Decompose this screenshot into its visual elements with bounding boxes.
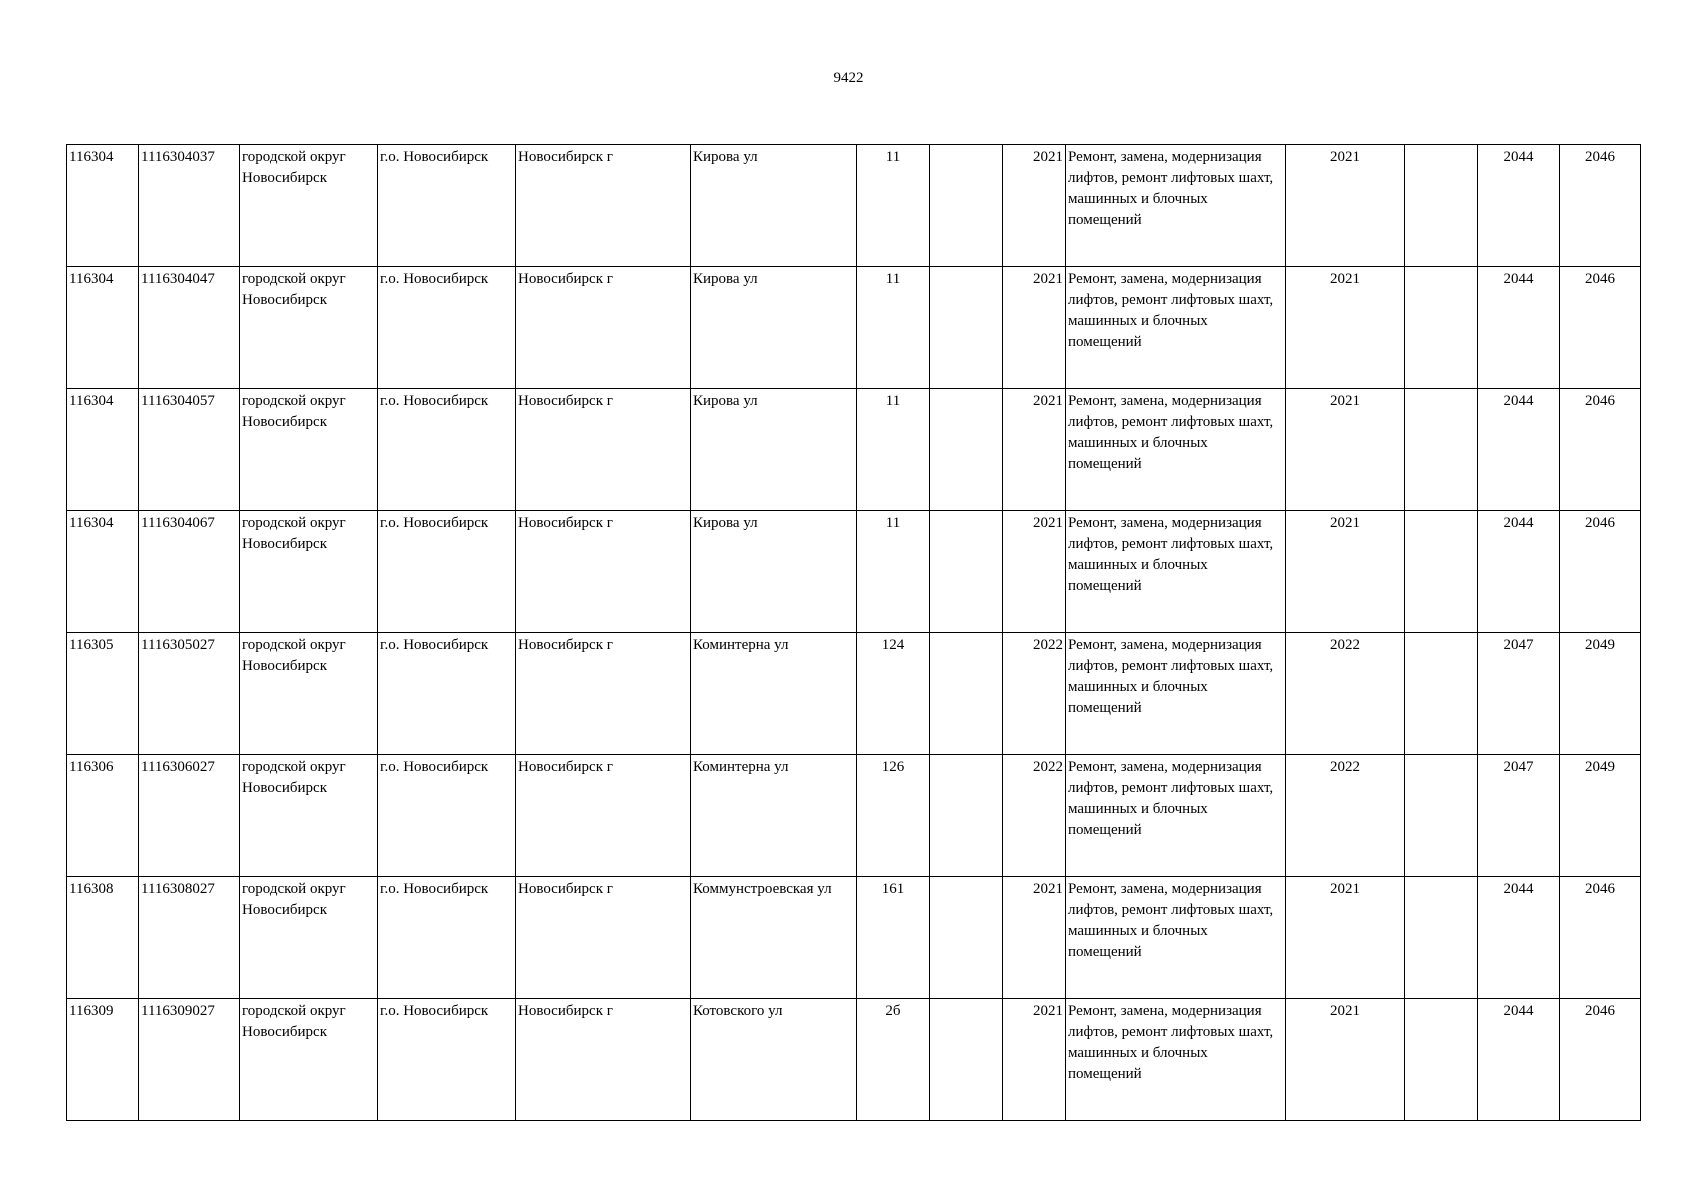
street-cell: Коминтерна ул xyxy=(691,755,857,877)
house-number-cell: 161 xyxy=(857,877,930,999)
work-type-cell: Ремонт, замена, модернизация лифтов, ремонт лифтовых шахт, машинных и блочных помещений xyxy=(1066,389,1286,511)
work-type-cell: Ремонт, замена, модернизация лифтов, ремонт лифтовых шахт, машинных и блочных помещений xyxy=(1066,999,1286,1121)
street-cell: Кирова ул xyxy=(691,389,857,511)
district-cell: г.о. Новосибирск xyxy=(378,877,516,999)
house-id-cell: 1116304057 xyxy=(139,389,240,511)
final-year-cell: 2049 xyxy=(1560,633,1641,755)
city-cell: Новосибирск г xyxy=(516,755,691,877)
district-cell: г.о. Новосибирск xyxy=(378,145,516,267)
city-cell: Новосибирск г xyxy=(516,511,691,633)
city-cell: Новосибирск г xyxy=(516,389,691,511)
house-id-cell: 1116306027 xyxy=(139,755,240,877)
house-number-cell: 11 xyxy=(857,145,930,267)
year-cell: 2021 xyxy=(1003,389,1066,511)
next-year-cell: 2047 xyxy=(1478,755,1560,877)
next-year-cell: 2044 xyxy=(1478,145,1560,267)
object-code-cell: 116304 xyxy=(67,145,139,267)
object-code-cell: 116304 xyxy=(67,389,139,511)
work-type-cell: Ремонт, замена, модернизация лифтов, ремонт лифтовых шахт, машинных и блочных помещений xyxy=(1066,511,1286,633)
table-row xyxy=(67,877,1641,999)
street-cell: Коминтерна ул xyxy=(691,633,857,755)
registry-table xyxy=(66,144,1641,1121)
table-row xyxy=(67,755,1641,877)
house-id-cell: 1116305027 xyxy=(139,633,240,755)
object-code-cell: 116304 xyxy=(67,511,139,633)
municipality-cell: городской округ Новосибирск xyxy=(240,755,378,877)
city-cell: Новосибирск г xyxy=(516,999,691,1121)
plan-year-cell: 2021 xyxy=(1286,267,1405,389)
plan-year-cell: 2021 xyxy=(1286,877,1405,999)
final-year-cell: 2046 xyxy=(1560,511,1641,633)
city-cell: Новосибирск г xyxy=(516,877,691,999)
work-type-cell: Ремонт, замена, модернизация лифтов, ремонт лифтовых шахт, машинных и блочных помещений xyxy=(1066,633,1286,755)
municipality-cell: городской округ Новосибирск xyxy=(240,999,378,1121)
empty-cell xyxy=(1405,145,1478,267)
work-type-cell: Ремонт, замена, модернизация лифтов, ремонт лифтовых шахт, машинных и блочных помещений xyxy=(1066,145,1286,267)
table-row xyxy=(67,389,1641,511)
work-type-cell: Ремонт, замена, модернизация лифтов, ремонт лифтовых шахт, машинных и блочных помещений xyxy=(1066,877,1286,999)
work-type-cell: Ремонт, замена, модернизация лифтов, ремонт лифтовых шахт, машинных и блочных помещений xyxy=(1066,755,1286,877)
district-cell: г.о. Новосибирск xyxy=(378,755,516,877)
next-year-cell: 2044 xyxy=(1478,999,1560,1121)
street-cell: Коммунстроевская ул xyxy=(691,877,857,999)
plan-year-cell: 2021 xyxy=(1286,145,1405,267)
final-year-cell: 2049 xyxy=(1560,755,1641,877)
house-id-cell: 1116304067 xyxy=(139,511,240,633)
final-year-cell: 2046 xyxy=(1560,389,1641,511)
building-cell xyxy=(930,267,1003,389)
plan-year-cell: 2022 xyxy=(1286,633,1405,755)
next-year-cell: 2044 xyxy=(1478,511,1560,633)
next-year-cell: 2044 xyxy=(1478,877,1560,999)
object-code-cell: 116304 xyxy=(67,267,139,389)
building-cell xyxy=(930,999,1003,1121)
district-cell: г.о. Новосибирск xyxy=(378,633,516,755)
final-year-cell: 2046 xyxy=(1560,145,1641,267)
street-cell: Котовского ул xyxy=(691,999,857,1121)
building-cell xyxy=(930,877,1003,999)
page-number: 9422 xyxy=(833,70,864,86)
street-cell: Кирова ул xyxy=(691,145,857,267)
municipality-cell: городской округ Новосибирск xyxy=(240,633,378,755)
year-cell: 2021 xyxy=(1003,267,1066,389)
city-cell: Новосибирск г xyxy=(516,145,691,267)
house-number-cell: 124 xyxy=(857,633,930,755)
year-cell: 2022 xyxy=(1003,633,1066,755)
empty-cell xyxy=(1405,511,1478,633)
year-cell: 2021 xyxy=(1003,145,1066,267)
final-year-cell: 2046 xyxy=(1560,267,1641,389)
final-year-cell: 2046 xyxy=(1560,999,1641,1121)
table-row xyxy=(67,633,1641,755)
next-year-cell: 2047 xyxy=(1478,633,1560,755)
object-code-cell: 116305 xyxy=(67,633,139,755)
next-year-cell: 2044 xyxy=(1478,389,1560,511)
municipality-cell: городской округ Новосибирск xyxy=(240,267,378,389)
house-number-cell: 11 xyxy=(857,511,930,633)
empty-cell xyxy=(1405,877,1478,999)
house-id-cell: 1116304037 xyxy=(139,145,240,267)
year-cell: 2021 xyxy=(1003,511,1066,633)
district-cell: г.о. Новосибирск xyxy=(378,389,516,511)
municipality-cell: городской округ Новосибирск xyxy=(240,389,378,511)
empty-cell xyxy=(1405,267,1478,389)
house-number-cell: 11 xyxy=(857,267,930,389)
house-id-cell: 1116308027 xyxy=(139,877,240,999)
municipality-cell: городской округ Новосибирск xyxy=(240,877,378,999)
building-cell xyxy=(930,145,1003,267)
house-id-cell: 1116304047 xyxy=(139,267,240,389)
object-code-cell: 116309 xyxy=(67,999,139,1121)
table-row xyxy=(67,145,1641,267)
house-number-cell: 2б xyxy=(857,999,930,1121)
district-cell: г.о. Новосибирск xyxy=(378,267,516,389)
year-cell: 2021 xyxy=(1003,877,1066,999)
city-cell: Новосибирск г xyxy=(516,267,691,389)
building-cell xyxy=(930,755,1003,877)
building-cell xyxy=(930,389,1003,511)
table-row xyxy=(67,267,1641,389)
street-cell: Кирова ул xyxy=(691,267,857,389)
street-cell: Кирова ул xyxy=(691,511,857,633)
district-cell: г.о. Новосибирск xyxy=(378,999,516,1121)
building-cell xyxy=(930,511,1003,633)
city-cell: Новосибирск г xyxy=(516,633,691,755)
year-cell: 2021 xyxy=(1003,999,1066,1121)
object-code-cell: 116306 xyxy=(67,755,139,877)
table-row xyxy=(67,511,1641,633)
year-cell: 2022 xyxy=(1003,755,1066,877)
municipality-cell: городской округ Новосибирск xyxy=(240,511,378,633)
district-cell: г.о. Новосибирск xyxy=(378,511,516,633)
registry-rows xyxy=(67,145,1641,1121)
plan-year-cell: 2021 xyxy=(1286,389,1405,511)
final-year-cell: 2046 xyxy=(1560,877,1641,999)
table-row xyxy=(67,999,1641,1121)
empty-cell xyxy=(1405,633,1478,755)
plan-year-cell: 2021 xyxy=(1286,511,1405,633)
empty-cell xyxy=(1405,999,1478,1121)
house-number-cell: 126 xyxy=(857,755,930,877)
plan-year-cell: 2021 xyxy=(1286,999,1405,1121)
empty-cell xyxy=(1405,389,1478,511)
work-type-cell: Ремонт, замена, модернизация лифтов, ремонт лифтовых шахт, машинных и блочных помещений xyxy=(1066,267,1286,389)
building-cell xyxy=(930,633,1003,755)
plan-year-cell: 2022 xyxy=(1286,755,1405,877)
municipality-cell: городской округ Новосибирск xyxy=(240,145,378,267)
object-code-cell: 116308 xyxy=(67,877,139,999)
next-year-cell: 2044 xyxy=(1478,267,1560,389)
house-id-cell: 1116309027 xyxy=(139,999,240,1121)
house-number-cell: 11 xyxy=(857,389,930,511)
empty-cell xyxy=(1405,755,1478,877)
